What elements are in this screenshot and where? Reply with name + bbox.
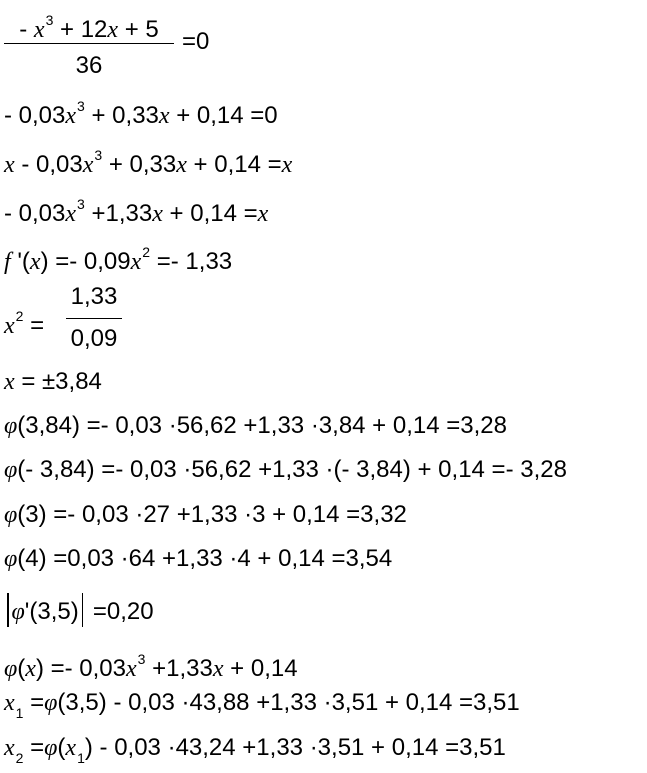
equation-line-7: x = ±3,84 bbox=[4, 368, 102, 395]
fraction-2 bbox=[66, 283, 122, 353]
abs-bar-left bbox=[7, 593, 9, 627]
fraction-2-bar bbox=[66, 318, 122, 319]
equation-line-15: $x_2 =\varphi(x_1) - 0,03 \cdot 43,24 +1,33 \cdot 3,51 + 0,14 =3,51$ bbox=[4, 734, 506, 766]
equation-line-13: $\varphi(x) =- 0,03x^3 +1,33x + 0,14$ bbox=[4, 651, 298, 682]
fraction-2-denominator: 0,09 bbox=[70, 325, 118, 352]
fraction-1 bbox=[4, 6, 174, 78]
equation-line-10: φ(3) =- 0,03 ·27 +1,33 ·3 + 0,14 =3,32 bbox=[4, 501, 407, 528]
equation-line-12: φ'(3,5) =0,20 bbox=[4, 593, 154, 627]
fraction-1-numerator: - $x^3 + 12x + 5$ bbox=[19, 12, 159, 43]
equation-line-2: - $0,03x^3 + 0,33x + 0,14 =0$ bbox=[4, 98, 278, 129]
equation-line-11: φ(4) =0,03 ·64 +1,33 ·4 + 0,14 =3,54 bbox=[4, 545, 393, 572]
abs-bar-right bbox=[82, 593, 84, 627]
fraction-2-numerator: 1,33 bbox=[70, 283, 118, 310]
equation-line-14: $x_1 =\varphi(3,5) - 0,03 \cdot 43,88 +1,33 \cdot 3,51 + 0,14 =3,51$ bbox=[4, 689, 520, 721]
equation-line-1-rhs: =0 bbox=[182, 28, 210, 55]
equation-line-5: f '$(x) =- 0,09x^2 =- 1,33$ bbox=[4, 244, 233, 275]
equation-line-8: φ(3,84) =- 0,03 ·56,62 +1,33 ·3,84 + 0,14 =3,28 bbox=[4, 412, 507, 439]
fraction-1-denominator: 36 bbox=[75, 52, 103, 79]
equation-line-3: $x - 0,03x^3 + 0,33x + 0,14 =x$ bbox=[4, 147, 293, 178]
equation-line-6-lhs: $x^2$ = bbox=[4, 308, 45, 339]
equation-line-4: - $0,03x^3 +1,33x + 0,14 =x$ bbox=[4, 196, 269, 227]
equation-line-9: φ(- 3,84) =- 0,03 ·56,62 +1,33 ·(- 3,84) + 0,14 =- 3,28 bbox=[4, 456, 567, 483]
fraction-1-bar bbox=[4, 43, 174, 44]
